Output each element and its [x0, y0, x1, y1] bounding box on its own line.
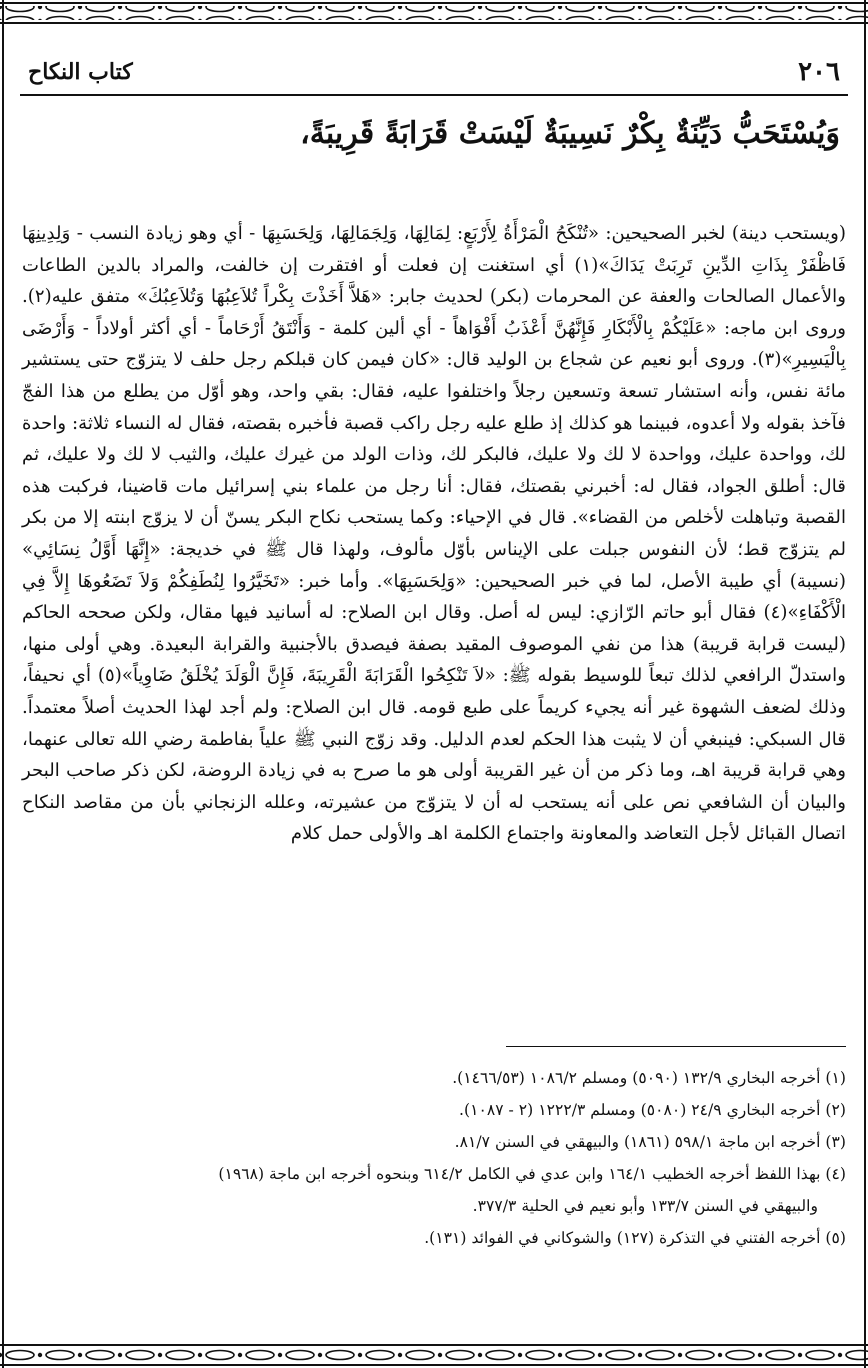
page-header: [28, 52, 840, 92]
footnote-3: (٣) أخرجه ابن ماجة ٥٩٨/١ (١٨٦١) والبيهقي في السنن ٨١/٧.: [454, 1133, 846, 1151]
book-title: كتاب النكاح: [28, 59, 133, 85]
footnote-2: (٢) أخرجه البخاري ٢٤/٩ (٥٠٨٠) ومسلم ١٢٢٢/٣ (٢ - ١٠٨٧).: [459, 1101, 846, 1119]
footnote-4-continued: والبيهقي في السنن ١٣٣/٧ وأبو نعيم في الحلية ٣٧٧/٣.: [472, 1197, 818, 1215]
header-rule: [20, 94, 848, 96]
footnote-5: (٥) أخرجه الفتني في التذكرة (١٢٧) والشوكاني في الفوائد (١٣١).: [424, 1229, 846, 1247]
matn-text: وَيُسْتَحَبُّ دَيِّنَةٌ بِكْرٌ نَسِيبَةٌ لَيْسَتْ قَرَابَةً قَرِيبَةً،: [300, 116, 840, 151]
footnote-1: (١) أخرجه البخاري ١٣٢/٩ (٥٠٩٠) ومسلم ١٠٨٦/٢ (١٤٦٦/٥٣).: [452, 1069, 846, 1087]
ornamental-border-bottom: [0, 1334, 868, 1368]
footnotes: [24, 1062, 846, 1254]
page-number: ٢٠٦: [798, 57, 840, 87]
commentary-paragraph: (ويستحب دينة) لخبر الصحيحين: «تُنْكَحُ الْمَرْأَةُ لِأَرْبَعٍ: لِمَالِهَا، وَلِجَمَالِهَا، وَلِحَسَبِهَا - أي وهو زيادة النسب - وَلِدِينِهَا فَاظْفَرْ بِذَاتِ الدِّينِ تَرِبَتْ يَدَاكَ»(١) أي استغنت إن فعلت أو افتقرت إن خالفت، والمراد بالدين الطاعات والأعمال الصالحات والعفة عن المحرمات (بكر) لحديث جابر: «هَلاَّ أَخَذْتَ بِكْراً تُلاَعِبُهَا وَتُلاَعِبُكَ» متفق عليه(٢). وروى ابن ماجه: «عَلَيْكُمْ بِالْأَبْكَارِ فَإِنَّهُنَّ أَعْذَبُ أَفْوَاهاً - أي ألين كلمة - وَأَنْتَقُ أَرْحَاماً - أي أكثر أولاداً - وَأَرْضَى بِالْيَسِيرِ»(٣). وروى أبو نعيم عن شجاع بن الوليد قال: «كان فيمن كان قبلكم رجل حلف لا يتزوّج حتى يستشير مائة نفس، وأنه استشار تسعة وتسعين رجلاً واختلفوا عليه، فقال: بقي واحد، وهو أوّل من يطلع من هذا الفجّ فآخذ بقوله ولا أعدوه، فبينما هو كذلك إذ طلع عليه رجل راكب قصبة فأخبره بقصته، فقال له النساء ثلاثة: واحدة لك، وواحدة عليك، وواحدة لا لك ولا عليك، فالبكر لك، وذات الولد من غيرك عليك، والثيب لا لك ولا عليك، ثم قال: أطلق الجواد، فقال له: أخبرني بقصتك، فقال: أنا رجل من علماء بني إسرائيل مات قاضينا، فركبت هذه القصبة وتباهلت لأخلص من القضاء». قال في الإحياء: وكما يستحب نكاح البكر يسنّ أن لا يزوّج ابنته إلا من بكر لم يتزوّج قط؛ لأن النفوس جبلت على الإيناس بأوّل مألوف، ولهذا قال ﷺ في خديجة: «إِنَّهَا أَوَّلُ نِسَائِي» (نسيبة) أي طيبة الأصل، لما في خبر الصحيحين: «وَلِحَسَبِهَا». وأما خبر: «تَخَيَّرُوا لِنُطَفِكُمْ وَلاَ تَضَعُوهَا إِلاَّ فِي الْأَكْفَاءِ»(٤) فقال أبو حاتم الرّازي: ليس له أصل. وقال ابن الصلاح: له أسانيد فيها مقال، ولكن صححه الحاكم (ليست قرابة قريبة) هذا من نفي الموصوف المقيد بصفة فيصدق بالأجنبية والقرابة البعيدة. وهي أولى منها، واستدلّ الرافعي لذلك تبعاً للوسيط بقوله ﷺ: «لاَ تَنْكِحُوا الْقَرَابَةَ الْقَرِيبَةَ، فَإِنَّ الْوَلَدَ يُخْلَقُ ضَاوِياً»(٥) أي نحيفاً، وذلك لضعف الشهوة غير أنه يجيء كريماً على طبع قومه. قال ابن الصلاح: ولم أجد لهذا الحديث أصلاً معتمداً. قال السبكي: فينبغي أن لا يثبت هذا الحكم لعدم الدليل. وقد زوّج النبي ﷺ علياً بفاطمة رضي الله تعالى عنهما، وهي قرابة قريبة اهـ، وما ذكر من أن غير القريبة أولى هو ما صرح به في زيادة الروضة، لكن ذكر صاحب البحر والبيان أن الشافعي نص على أنه يستحب له أن لا يتزوّج من عشيرته، وعلله الزنجاني بأن من مقاصد النكاح اتصال القبائل لأجل التعاضد والمعاونة واجتماع الكلمة اهـ والأولى حمل كلام: [22, 223, 847, 845]
commentary-text: [22, 218, 846, 850]
footnote-4: (٤) بهذا اللفظ أخرجه الخطيب ١٦٤/١ وابن عدي في الكامل ٦١٤/٢ وبنحوه أخرجه ابن ماجة (١٩٦٨): [218, 1165, 846, 1183]
footnote-rule: [506, 1046, 846, 1047]
